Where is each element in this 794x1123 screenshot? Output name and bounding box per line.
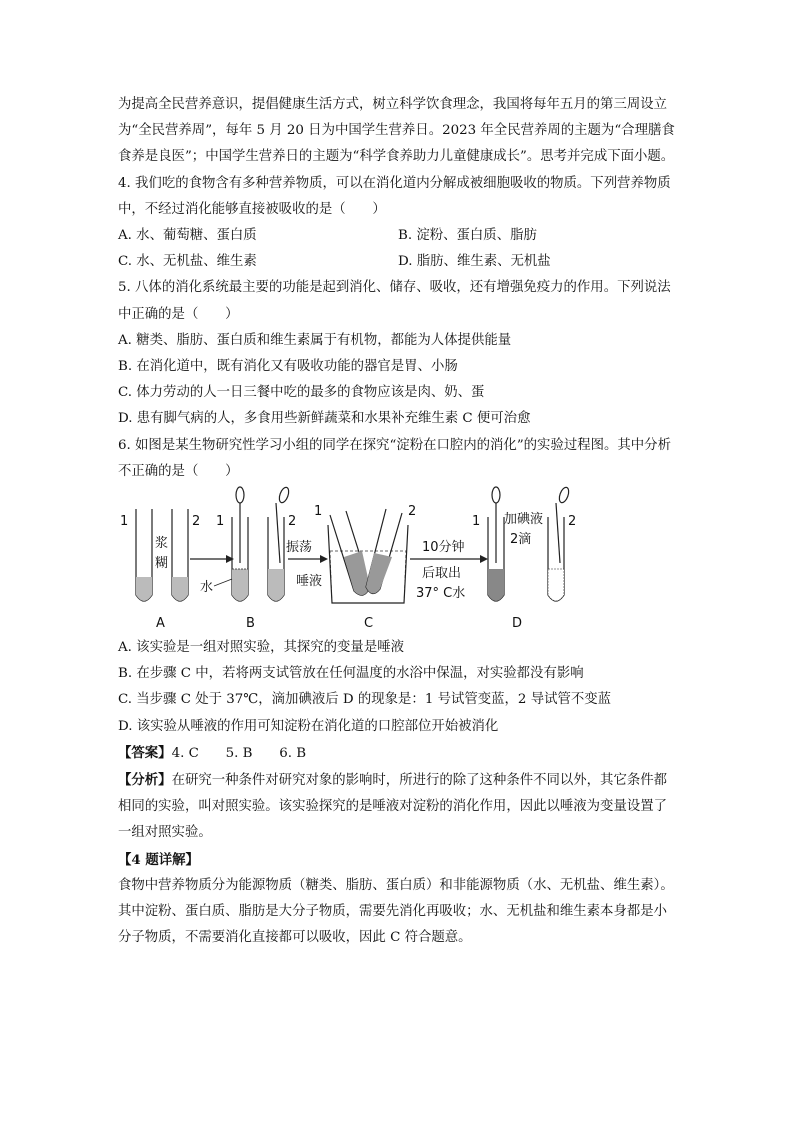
question-5-option-a: A. 糖类、脂肪、蛋白质和维生素属于有机物，都能为人体提供能量 (118, 332, 512, 348)
answer-text: 4. C 5. B 6. B (171, 745, 307, 761)
step-b-caption: B (246, 616, 255, 632)
iodine-drops-label: 2滴 (510, 532, 532, 548)
step-a-tube-2 (172, 509, 188, 601)
question-6-option-d: D. 该实验从唾液的作用可知淀粉在消化道的口腔部位开始被消化 (118, 718, 499, 734)
question-4-option-c: C. 水、无机盐、维生素 (118, 254, 257, 270)
detail-4-heading: 【4 题详解】 (118, 851, 199, 868)
step-a-tube-1 (136, 509, 152, 601)
analysis-label: 【分析】 (118, 772, 172, 789)
step-a-label-2: 2 (192, 514, 201, 530)
step-b-tube-1 (232, 487, 248, 601)
question-6-option-c: C. 当步骤 C 处于 37℃，滴加碘液后 D 的现象是：1 号试管变蓝，2 导试管不变蓝 (118, 692, 612, 708)
intro-paragraph: 为提高全民营养意识，提倡健康生活方式，树立科学饮食理念，我国将每年五月的第三周设立为“全民营养周”，每年 5 月 20 日为中国学生营养日。2023 年全民营养周的主题为“合理膳食 食养是良医”；中国学生营养日的主题为“科学食养助力儿童健康成长”。思考并完成下面小题。 (118, 97, 675, 165)
paste-label-1: 浆 (155, 536, 169, 552)
paste-label-2: 糊 (155, 556, 169, 572)
experiment-figure (118, 485, 678, 635)
answer-line (118, 740, 678, 767)
question-5-stem: 5. 八体的消化系统最主要的功能是起到消化、储存、吸收，还有增强免疫力的作用。下列说法中正确的是（ ） (118, 280, 671, 322)
step-a-caption: A (156, 616, 165, 632)
analysis-text: 在研究一种条件对研究对象的影响时，所进行的除了这种条件不同以外，其它条件都相同的实验，叫对照实验。该实验探究的是唾液对淀粉的消化作用，因此以唾液为变量设置了一组对照实验。 (118, 773, 668, 841)
question-5-option-b: B. 在消化道中，既有消化又有吸收功能的器官是胃、小肠 (118, 359, 458, 375)
water-pointer (214, 579, 232, 586)
shake-label: 振荡 (286, 540, 313, 556)
question-4-stem: 4. 我们吃的食物含有多种营养物质，可以在消化道内分解成被细胞吸收的物质。下列营养物质中，不经过消化能够直接被吸收的是（ ） (118, 175, 671, 217)
arrow-a-b-head (226, 555, 234, 563)
detail-4-text: 食物中营养物质分为能源物质（糖类、脂肪、蛋白质）和非能源物质（水、无机盐、维生素）。其中淀粉、蛋白质、脂肪是大分子物质，需要先消化再吸收；水、无机盐和维生素本身都是小分子物质，不需要消化直接都可以吸收，因此 C 符合题意。 (118, 877, 674, 946)
answer-label: 【答案】 (118, 744, 172, 761)
arrow-c-d-head (480, 555, 488, 563)
question-6-stem: 6. 如图是某生物研究性学习小组的同学在探究“淀粉在口腔内的消化”的实验过程图。其中分析不正确的是（ ） (118, 437, 671, 479)
step-d-label-2: 2 (568, 514, 577, 530)
iodine-label: 加碘液 (504, 512, 544, 528)
question-4-options-row-1 (118, 223, 678, 249)
question-4-options-row-2 (118, 249, 678, 275)
question-5-option-c: C. 体力劳动的人一日三餐中吃的最多的食物应该是肉、奶、蛋 (118, 385, 485, 401)
arrow-b-c-head (320, 555, 328, 563)
water-label: 水 (200, 580, 214, 596)
step-d-tube-2 (548, 486, 570, 601)
step-d-tube-1 (488, 487, 504, 601)
take-out-label: 后取出 (422, 566, 462, 582)
question-4-option-a: A. 水、葡萄糖、蛋白质 (118, 228, 257, 244)
question-6-option-a: A. 该实验是一组对照实验，其探究的变量是唾液 (118, 640, 404, 656)
step-d-label-1: 1 (472, 514, 481, 530)
time-label: 10分钟 (422, 540, 465, 556)
question-4-option-b: B. 淀粉、蛋白质、脂肪 (398, 228, 537, 244)
document-page (118, 92, 678, 951)
step-c-tube-1 (330, 511, 370, 595)
step-b-label-2: 2 (288, 514, 297, 530)
question-6-option-b: B. 在步骤 C 中，若将两支试管放在任何温度的水浴中保温，对实验都没有影响 (118, 666, 584, 682)
analysis-paragraph (118, 767, 678, 847)
saliva-label: 唾液 (296, 574, 323, 590)
step-c-label-2: 2 (408, 504, 417, 520)
question-5-option-d: D. 患有脚气病的人，多食用些新鲜蔬菜和水果补充维生素 C 便可治愈 (118, 411, 531, 427)
step-d-caption: D (512, 616, 523, 632)
temperature-label: 37° C水 (416, 586, 466, 602)
step-c-label-1: 1 (314, 504, 323, 520)
step-b-label-1: 1 (216, 514, 225, 530)
question-4-option-d: D. 脂肪、维生素、无机盐 (398, 254, 551, 270)
step-a-label-1: 1 (120, 514, 129, 530)
step-c-caption: C (364, 616, 374, 632)
experiment-diagram (118, 485, 678, 635)
